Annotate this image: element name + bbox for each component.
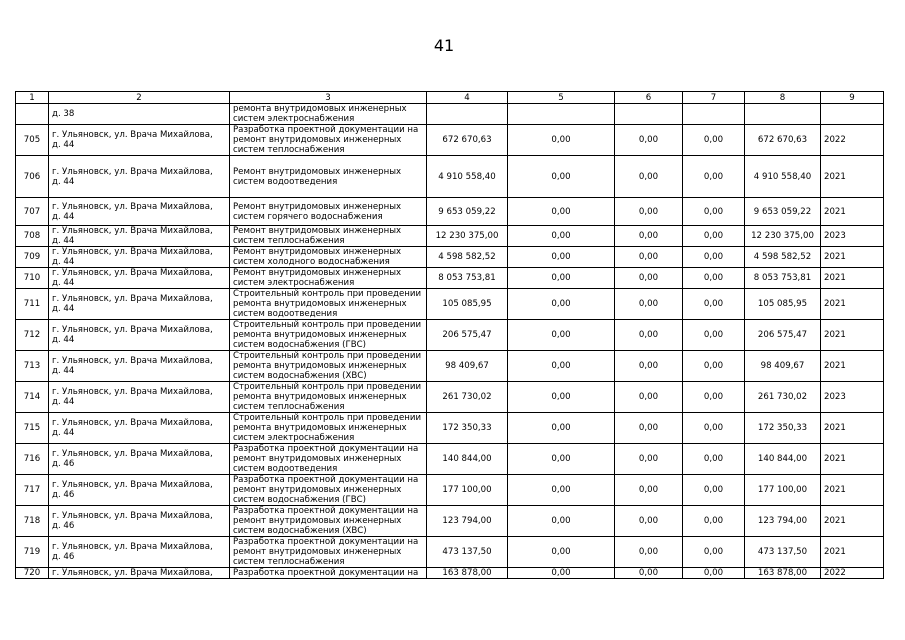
- work-type-cell-line: Строительный контроль при проведении: [233, 382, 422, 392]
- year-cell: 2021: [821, 268, 884, 289]
- address-cell: [49, 198, 230, 226]
- work-type-cell-line: систем водоотведения: [233, 309, 338, 319]
- owner-funds-cell: 9 653 059,22: [745, 198, 821, 226]
- work-type-cell-line: ремонт внутридомовых инженерных: [233, 135, 402, 145]
- total-cost-cell: 672 670,63: [427, 125, 508, 156]
- work-type-cell-line: ремонт внутридомовых инженерных: [233, 485, 402, 495]
- column-number-row: [16, 92, 884, 104]
- address-cell: [49, 104, 230, 125]
- row-number-cell: 716: [16, 444, 49, 475]
- address-cell-line: г. Ульяновск, ул. Врача Михайлова,: [52, 226, 213, 236]
- table-row: [16, 413, 884, 444]
- row-number-cell: 708: [16, 226, 49, 247]
- address-cell-line: д. 44: [52, 366, 75, 376]
- fund-cost-cell: 0,00: [508, 198, 615, 226]
- column-header: 9: [821, 92, 884, 104]
- table-row: [16, 247, 884, 268]
- row-number-cell: 710: [16, 268, 49, 289]
- work-type-cell-line: ремонт внутридомовых инженерных: [233, 547, 402, 557]
- work-type-cell-line: Строительный контроль при проведении: [233, 320, 422, 330]
- year-cell: 2021: [821, 289, 884, 320]
- year-cell: 2021: [821, 475, 884, 506]
- address-cell: [49, 568, 230, 579]
- table-row: [16, 320, 884, 351]
- page-number: 41: [433, 36, 455, 55]
- work-type-cell-line: систем теплоснабжения: [233, 557, 345, 567]
- total-cost-cell: 163 878,00: [427, 568, 508, 579]
- total-cost-cell: 140 844,00: [427, 444, 508, 475]
- total-cost-cell: 9 653 059,22: [427, 198, 508, 226]
- work-type-cell: [230, 320, 427, 351]
- table-body: [16, 104, 884, 579]
- address-cell-line: г. Ульяновск, ул. Врача Михайлова,: [52, 418, 213, 428]
- budget-cost-cell: 0,00: [615, 382, 683, 413]
- row-number-cell: 709: [16, 247, 49, 268]
- address-cell: [49, 289, 230, 320]
- local-budget-cell: 0,00: [683, 475, 745, 506]
- work-type-cell-line: ремонта внутридомовых инженерных: [233, 392, 407, 402]
- local-budget-cell: 0,00: [683, 247, 745, 268]
- owner-funds-cell: 473 137,50: [745, 537, 821, 568]
- address-cell-line: д. 44: [52, 304, 75, 314]
- year-cell: 2021: [821, 198, 884, 226]
- total-cost-cell: 12 230 375,00: [427, 226, 508, 247]
- address-cell: [49, 268, 230, 289]
- address-cell-line: д. 44: [52, 236, 75, 246]
- work-type-cell-line: Ремонт внутридомовых инженерных: [233, 226, 402, 236]
- table-row: [16, 104, 884, 125]
- address-cell-line: д. 46: [52, 521, 75, 531]
- fund-cost-cell: 0,00: [508, 226, 615, 247]
- work-type-cell-line: систем теплоснабжения: [233, 145, 345, 155]
- address-cell-line: д. 38: [52, 109, 75, 119]
- column-header: 3: [230, 92, 427, 104]
- fund-cost-cell: 0,00: [508, 125, 615, 156]
- budget-cost-cell: 0,00: [615, 444, 683, 475]
- local-budget-cell: 0,00: [683, 444, 745, 475]
- fund-cost-cell: 0,00: [508, 413, 615, 444]
- address-cell-line: д. 44: [52, 211, 75, 222]
- table-row: [16, 125, 884, 156]
- year-cell: 2022: [821, 125, 884, 156]
- address-cell: [49, 320, 230, 351]
- local-budget-cell: 0,00: [683, 320, 745, 351]
- fund-cost-cell: 0,00: [508, 568, 615, 579]
- fund-cost-cell: 0,00: [508, 268, 615, 289]
- address-cell-line: д. 46: [52, 459, 75, 469]
- year-cell: [821, 104, 884, 125]
- address-cell-line: г. Ульяновск, ул. Врача Михайлова,: [52, 268, 213, 278]
- address-cell: [49, 156, 230, 198]
- work-type-cell-line: ремонта внутридомовых инженерных: [233, 299, 407, 309]
- address-cell-line: г. Ульяновск, ул. Врача Михайлова,: [52, 542, 213, 552]
- owner-funds-cell: 105 085,95: [745, 289, 821, 320]
- owner-funds-cell: 672 670,63: [745, 125, 821, 156]
- address-cell-line: д. 44: [52, 397, 75, 407]
- table-row: [16, 198, 884, 226]
- work-type-cell-line: Разработка проектной документации на: [233, 125, 419, 135]
- table-row: [16, 568, 884, 579]
- address-cell-line: г. Ульяновск, ул. Врача Михайлова,: [52, 166, 213, 177]
- work-type-cell: [230, 444, 427, 475]
- work-type-cell: [230, 382, 427, 413]
- work-type-cell: [230, 226, 427, 247]
- row-number-cell: 718: [16, 506, 49, 537]
- fund-cost-cell: 0,00: [508, 382, 615, 413]
- work-type-cell: [230, 568, 427, 579]
- work-type-cell-line: Ремонт внутридомовых инженерных: [233, 201, 402, 212]
- address-cell-line: д. 44: [52, 428, 75, 438]
- row-number-cell: 720: [16, 568, 49, 579]
- table-row: [16, 289, 884, 320]
- year-cell: 2021: [821, 537, 884, 568]
- address-cell: [49, 413, 230, 444]
- budget-cost-cell: 0,00: [615, 537, 683, 568]
- address-cell: [49, 506, 230, 537]
- budget-cost-cell: 0,00: [615, 125, 683, 156]
- budget-cost-cell: 0,00: [615, 413, 683, 444]
- owner-funds-cell: [745, 104, 821, 125]
- total-cost-cell: 123 794,00: [427, 506, 508, 537]
- address-cell-line: д. 44: [52, 140, 75, 150]
- row-number-cell: 712: [16, 320, 49, 351]
- table-row: [16, 268, 884, 289]
- fund-cost-cell: 0,00: [508, 247, 615, 268]
- total-cost-cell: 8 053 753,81: [427, 268, 508, 289]
- year-cell: 2021: [821, 413, 884, 444]
- table-row: [16, 475, 884, 506]
- address-cell-line: г. Ульяновск, ул. Врача Михайлова,: [52, 130, 213, 140]
- work-type-cell-line: Разработка проектной документации на: [233, 475, 419, 485]
- repair-program-table: [15, 91, 884, 579]
- address-cell-line: г. Ульяновск, ул. Врача Михайлова,: [52, 480, 213, 490]
- work-type-cell-line: Разработка проектной документации на: [233, 537, 419, 547]
- work-type-cell: [230, 537, 427, 568]
- address-cell-line: г. Ульяновск, ул. Врача Михайлова,: [52, 201, 213, 212]
- table-row: [16, 506, 884, 537]
- work-type-cell-line: Строительный контроль при проведении: [233, 351, 422, 361]
- local-budget-cell: 0,00: [683, 382, 745, 413]
- total-cost-cell: 172 350,33: [427, 413, 508, 444]
- year-cell: 2021: [821, 444, 884, 475]
- work-type-cell-line: систем электроснабжения: [233, 433, 355, 443]
- total-cost-cell: 177 100,00: [427, 475, 508, 506]
- local-budget-cell: 0,00: [683, 125, 745, 156]
- total-cost-cell: 4 910 558,40: [427, 156, 508, 198]
- work-type-cell-line: Ремонт внутридомовых инженерных: [233, 166, 402, 177]
- fund-cost-cell: 0,00: [508, 506, 615, 537]
- work-type-cell-line: Строительный контроль при проведении: [233, 413, 422, 423]
- owner-funds-cell: 206 575,47: [745, 320, 821, 351]
- address-cell: [49, 226, 230, 247]
- fund-cost-cell: 0,00: [508, 289, 615, 320]
- owner-funds-cell: 177 100,00: [745, 475, 821, 506]
- table-row: [16, 156, 884, 198]
- row-number-cell: 705: [16, 125, 49, 156]
- local-budget-cell: 0,00: [683, 568, 745, 579]
- year-cell: 2021: [821, 320, 884, 351]
- local-budget-cell: 0,00: [683, 268, 745, 289]
- fund-cost-cell: 0,00: [508, 475, 615, 506]
- year-cell: 2022: [821, 568, 884, 579]
- work-type-cell-line: Строительный контроль при проведении: [233, 289, 422, 299]
- fund-cost-cell: 0,00: [508, 320, 615, 351]
- address-cell-line: д. 44: [52, 176, 75, 187]
- work-type-cell-line: ремонта внутридомовых инженерных: [233, 361, 407, 371]
- owner-funds-cell: 261 730,02: [745, 382, 821, 413]
- row-number-cell: 717: [16, 475, 49, 506]
- owner-funds-cell: 123 794,00: [745, 506, 821, 537]
- row-number-cell: 719: [16, 537, 49, 568]
- address-cell: [49, 247, 230, 268]
- total-cost-cell: 261 730,02: [427, 382, 508, 413]
- table-header: [16, 92, 884, 104]
- work-type-cell-line: ремонт внутридомовых инженерных: [233, 454, 402, 464]
- budget-cost-cell: 0,00: [615, 475, 683, 506]
- fund-cost-cell: 0,00: [508, 444, 615, 475]
- total-cost-cell: 206 575,47: [427, 320, 508, 351]
- owner-funds-cell: 4 598 582,52: [745, 247, 821, 268]
- budget-cost-cell: 0,00: [615, 506, 683, 537]
- budget-cost-cell: 0,00: [615, 289, 683, 320]
- local-budget-cell: 0,00: [683, 156, 745, 198]
- table-row: [16, 226, 884, 247]
- address-cell: [49, 537, 230, 568]
- work-type-cell-line: систем водоснабжения (ГВС): [233, 340, 366, 350]
- work-type-cell-line: Разработка проектной документации на: [233, 568, 419, 578]
- address-cell-line: г. Ульяновск, ул. Врача Михайлова,: [52, 511, 213, 521]
- budget-cost-cell: 0,00: [615, 156, 683, 198]
- column-header: 1: [16, 92, 49, 104]
- work-type-cell-line: ремонта внутридомовых инженерных: [233, 423, 407, 433]
- work-type-cell: [230, 104, 427, 125]
- work-type-cell-line: ремонта внутридомовых инженерных: [233, 104, 407, 114]
- work-type-cell-line: систем холодного водоснабжения: [233, 257, 390, 267]
- budget-cost-cell: 0,00: [615, 351, 683, 382]
- table-row: [16, 382, 884, 413]
- work-type-cell: [230, 475, 427, 506]
- local-budget-cell: [683, 104, 745, 125]
- work-type-cell-line: Разработка проектной документации на: [233, 444, 419, 454]
- address-cell-line: г. Ульяновск, ул. Врача Михайлова,: [52, 449, 213, 459]
- work-type-cell: [230, 351, 427, 382]
- work-type-cell-line: систем водоснабжения (ГВС): [233, 495, 366, 505]
- column-header: 4: [427, 92, 508, 104]
- owner-funds-cell: 98 409,67: [745, 351, 821, 382]
- owner-funds-cell: 4 910 558,40: [745, 156, 821, 198]
- column-header: 5: [508, 92, 615, 104]
- owner-funds-cell: 172 350,33: [745, 413, 821, 444]
- address-cell-line: д. 46: [52, 490, 75, 500]
- row-number-cell: 713: [16, 351, 49, 382]
- owner-funds-cell: 12 230 375,00: [745, 226, 821, 247]
- address-cell-line: д. 44: [52, 257, 75, 267]
- work-type-cell: [230, 125, 427, 156]
- work-type-cell-line: систем горячего водоснабжения: [233, 211, 383, 222]
- address-cell-line: г. Ульяновск, ул. Врача Михайлова,: [52, 356, 213, 366]
- work-type-cell: [230, 506, 427, 537]
- column-header: 2: [49, 92, 230, 104]
- local-budget-cell: 0,00: [683, 506, 745, 537]
- row-number-cell: [16, 104, 49, 125]
- budget-cost-cell: 0,00: [615, 198, 683, 226]
- address-cell: [49, 351, 230, 382]
- row-number-cell: 706: [16, 156, 49, 198]
- table-row: [16, 537, 884, 568]
- budget-cost-cell: [615, 104, 683, 125]
- budget-cost-cell: 0,00: [615, 320, 683, 351]
- total-cost-cell: [427, 104, 508, 125]
- owner-funds-cell: 140 844,00: [745, 444, 821, 475]
- year-cell: 2023: [821, 226, 884, 247]
- year-cell: 2021: [821, 351, 884, 382]
- row-number-cell: 711: [16, 289, 49, 320]
- work-type-cell-line: Ремонт внутридомовых инженерных: [233, 268, 402, 278]
- local-budget-cell: 0,00: [683, 537, 745, 568]
- row-number-cell: 707: [16, 198, 49, 226]
- fund-cost-cell: 0,00: [508, 537, 615, 568]
- column-header: 7: [683, 92, 745, 104]
- work-type-cell-line: систем водоотведения: [233, 176, 338, 187]
- total-cost-cell: 4 598 582,52: [427, 247, 508, 268]
- budget-cost-cell: 0,00: [615, 268, 683, 289]
- address-cell-line: г. Ульяновск, ул. Врача Михайлова,: [52, 294, 213, 304]
- work-type-cell-line: систем водоснабжения (ХВС): [233, 371, 367, 381]
- local-budget-cell: 0,00: [683, 351, 745, 382]
- year-cell: 2021: [821, 506, 884, 537]
- address-cell-line: г. Ульяновск, ул. Врача Михайлова,: [52, 325, 213, 335]
- work-type-cell-line: ремонта внутридомовых инженерных: [233, 330, 407, 340]
- work-type-cell: [230, 268, 427, 289]
- work-type-cell-line: Ремонт внутридомовых инженерных: [233, 247, 402, 257]
- local-budget-cell: 0,00: [683, 198, 745, 226]
- address-cell: [49, 125, 230, 156]
- work-type-cell-line: систем водоснабжения (ХВС): [233, 526, 367, 536]
- local-budget-cell: 0,00: [683, 289, 745, 320]
- local-budget-cell: 0,00: [683, 413, 745, 444]
- budget-cost-cell: 0,00: [615, 226, 683, 247]
- address-cell: [49, 475, 230, 506]
- work-type-cell: [230, 289, 427, 320]
- work-type-cell-line: систем теплоснабжения: [233, 236, 345, 246]
- row-number-cell: 715: [16, 413, 49, 444]
- work-type-cell: [230, 156, 427, 198]
- work-type-cell-line: Разработка проектной документации на: [233, 506, 419, 516]
- row-number-cell: 714: [16, 382, 49, 413]
- address-cell: [49, 382, 230, 413]
- fund-cost-cell: [508, 104, 615, 125]
- work-type-cell-line: ремонт внутридомовых инженерных: [233, 516, 402, 526]
- address-cell-line: г. Ульяновск, ул. Врача Михайлова,: [52, 568, 213, 578]
- local-budget-cell: 0,00: [683, 226, 745, 247]
- table-row: [16, 444, 884, 475]
- work-type-cell: [230, 247, 427, 268]
- year-cell: 2023: [821, 382, 884, 413]
- table-row: [16, 351, 884, 382]
- total-cost-cell: 98 409,67: [427, 351, 508, 382]
- owner-funds-cell: 163 878,00: [745, 568, 821, 579]
- address-cell-line: г. Ульяновск, ул. Врача Михайлова,: [52, 387, 213, 397]
- address-cell: [49, 444, 230, 475]
- address-cell-line: д. 46: [52, 552, 75, 562]
- fund-cost-cell: 0,00: [508, 156, 615, 198]
- year-cell: 2021: [821, 156, 884, 198]
- budget-cost-cell: 0,00: [615, 247, 683, 268]
- total-cost-cell: 473 137,50: [427, 537, 508, 568]
- address-cell-line: д. 44: [52, 278, 75, 288]
- work-type-cell-line: систем электроснабжения: [233, 278, 355, 288]
- column-header: 6: [615, 92, 683, 104]
- address-cell-line: д. 44: [52, 335, 75, 345]
- total-cost-cell: 105 085,95: [427, 289, 508, 320]
- work-type-cell-line: систем электроснабжения: [233, 114, 355, 124]
- work-type-cell: [230, 413, 427, 444]
- owner-funds-cell: 8 053 753,81: [745, 268, 821, 289]
- fund-cost-cell: 0,00: [508, 351, 615, 382]
- year-cell: 2021: [821, 247, 884, 268]
- column-header: 8: [745, 92, 821, 104]
- work-type-cell: [230, 198, 427, 226]
- work-type-cell-line: систем водоотведения: [233, 464, 338, 474]
- budget-cost-cell: 0,00: [615, 568, 683, 579]
- work-type-cell-line: систем теплоснабжения: [233, 402, 345, 412]
- address-cell-line: г. Ульяновск, ул. Врача Михайлова,: [52, 247, 213, 257]
